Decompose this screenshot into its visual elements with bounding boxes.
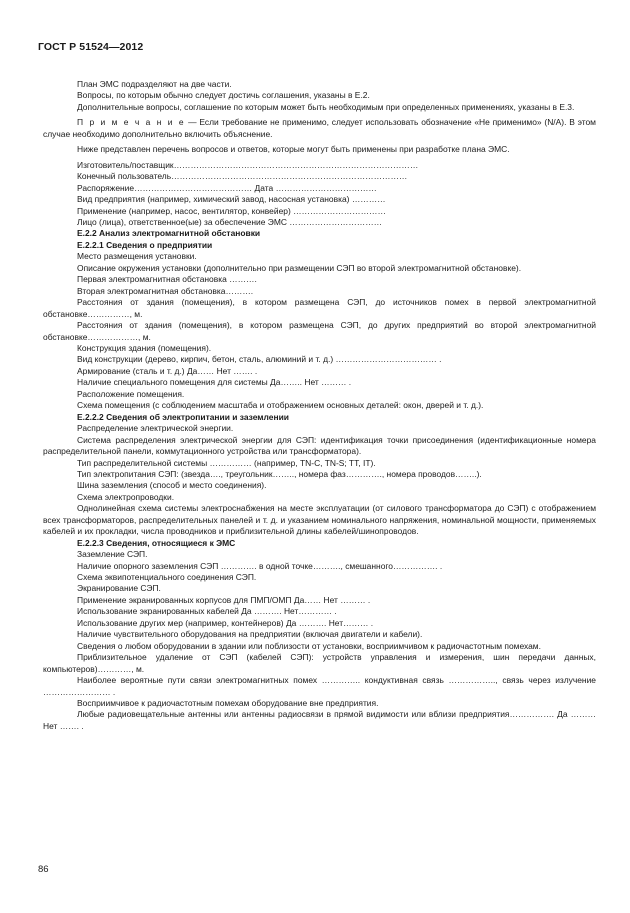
paragraph: План ЭМС подразделяют на две части. (77, 79, 232, 89)
paragraph: Дополнительные вопросы, соглашение по которым может быть необходимым при определенных применениях, указаны в Е.3. (77, 101, 575, 112)
paragraph: Восприимчивое к радиочастотным помехам оборудование вне предприятия. (77, 698, 379, 709)
paragraph: Первая электромагнитная обстановка ………. (77, 274, 257, 285)
paragraph: Место размещения установки. (77, 251, 197, 262)
paragraph: Вид конструкции (дерево, кирпич, бетон, сталь, алюминий и т. д.) ……………………………… . (77, 354, 442, 365)
subsection-heading-e221: Е.2.2.1 Сведения о предприятии (77, 239, 213, 250)
paragraph: Экранирование СЭП. (77, 583, 161, 594)
paragraph: Наличие специального помещения для системы Да…….. Нет ……… . (77, 377, 352, 388)
paragraph: Расстояния от здания (помещения), в котором размещена СЭП, до других предприятий во второй электромагнитной обстановке………………, м. (43, 320, 596, 342)
form-line-responsible: Лицо (лица), ответственное(ые) за обеспечение ЭМС …………………………… (77, 216, 383, 227)
paragraph: Описание окружения установки (дополнительно при размещении СЭП во второй электромагнитной обстановке). (77, 262, 522, 273)
page-number: 86 (38, 864, 49, 875)
note-paragraph (43, 117, 596, 140)
list-intro: Ниже представлен перечень вопросов и ответов, которые могут быть применены при разработке плана ЭМС. (77, 144, 510, 155)
paragraph: Сведения о любом оборудовании в здании или поблизости от установки, восприимчивом к радиочастотным помехам. (77, 640, 541, 651)
form-line-enterprise-type: Вид предприятия (например, химический завод, насосная установка) ………… (77, 194, 386, 205)
note-label: П р и м е ч а н и е (77, 117, 186, 128)
paragraph: Вторая электромагнитная обстановка………. (77, 285, 254, 296)
paragraph: Наличие опорного заземления СЭП …………. в одной точке………., смешанного……………. . (77, 560, 443, 571)
paragraph: Использование других мер (например, контейнеров) Да ………. Нет……… . (77, 617, 374, 628)
paragraph: Армирование (сталь и т. д.) Да…… Нет ……. . (77, 365, 258, 376)
form-line-application: Применение (например, насос, вентилятор, конвейер) …………………………… (77, 205, 386, 216)
paragraph: Заземление СЭП. (77, 549, 148, 560)
form-line-end-user: Конечный пользователь………………………………………………………………………… (77, 171, 408, 182)
paragraph: Использование экранированных кабелей Да ………. Нет………… . (77, 606, 337, 617)
subsection-heading-e222: Е.2.2.2 Сведения об электропитании и заземлении (77, 411, 289, 422)
paragraph: Вопросы, по которым обычно следует достичь соглашения, указаны в Е.2. (77, 90, 370, 101)
paragraph: Наиболее вероятные пути связи электромагнитных помех ………….. кондуктивная связь …………….., связь через излучение …………………… . (43, 675, 596, 697)
paragraph: Любые радиовещательные антенны или антенны радиосвязи в прямой видимости или вблизи предприятия……………. Да ……… Нет ……. . (43, 709, 596, 731)
paragraph: Применение экранированных корпусов для ПМП/ОМП Да…… Нет ……… . (77, 594, 371, 605)
paragraph: Расстояния от здания (помещения), в котором размещена СЭП, до источников помех в первой электромагнитной обстановке……………, м. (43, 297, 596, 319)
form-line-manufacturer: Изготовитель/поставщик…………………………………………………………………………… (77, 159, 419, 170)
paragraph: Приблизительное удаление от СЭП (кабелей СЭП): устройств управления и измерения, шин передачи данных, компьютеров)…………, м. (43, 652, 596, 674)
section-heading-e22: Е.2.2 Анализ электромагнитной обстановки (77, 228, 261, 239)
note-text: — Если требование не применимо, следует использовать обозначение «Не применимо» (N/A). В этом случае необходимо дополнительно включить объяснение. (43, 117, 596, 139)
paragraph: Тип электропитания СЭП: (звезда…., треугольник…….., номера фаз…………., номера проводов……..). (77, 468, 482, 479)
paragraph: Шина заземления (способ и место соединения). (77, 480, 267, 491)
paragraph: Схема эквипотенциального соединения СЭП. (77, 572, 257, 583)
subsection-heading-e223: Е.2.2.3 Сведения, относящиеся к ЭМС (77, 537, 236, 548)
form-line-order-date: Распоряжение…………………………………… Дата ……………………………… (77, 182, 377, 193)
paragraph: Распределение электрической энергии. (77, 423, 234, 434)
paragraph: Наличие чувствительного оборудования на предприятии (включая двигатели и кабели). (77, 629, 423, 640)
page-header-standard-id: ГОСТ Р 51524—2012 (38, 41, 144, 53)
paragraph: Конструкция здания (помещения). (77, 342, 212, 353)
document-body (43, 79, 596, 732)
paragraph: Схема помещения (с соблюдением масштаба и отображением основных деталей: окон, дверей и т. д.). (77, 400, 484, 411)
paragraph: Схема электропроводки. (77, 491, 175, 502)
paragraph: Тип распределительной системы …………… (например, TN-C, TN-S; TT, IT). (77, 457, 376, 468)
paragraph: Расположение помещения. (77, 388, 185, 399)
paragraph: Однолинейная схема системы электроснабжения на месте эксплуатации (от силового трансформатора до СЭП) с отображением всех трансформаторов, распределительных панелей и т. д. и указанием номинального напряжения, номинальной мощности, применяемых кабелей и их прокладки, числа проводников и приблизительной длины кабелей/шинопроводов. (43, 503, 596, 537)
paragraph: Система распределения электрической энергии для СЭП: идентификация точки присоединения (идентификационные номера распределительной панели, коммутационного устройства или трансформатора). (43, 434, 596, 457)
